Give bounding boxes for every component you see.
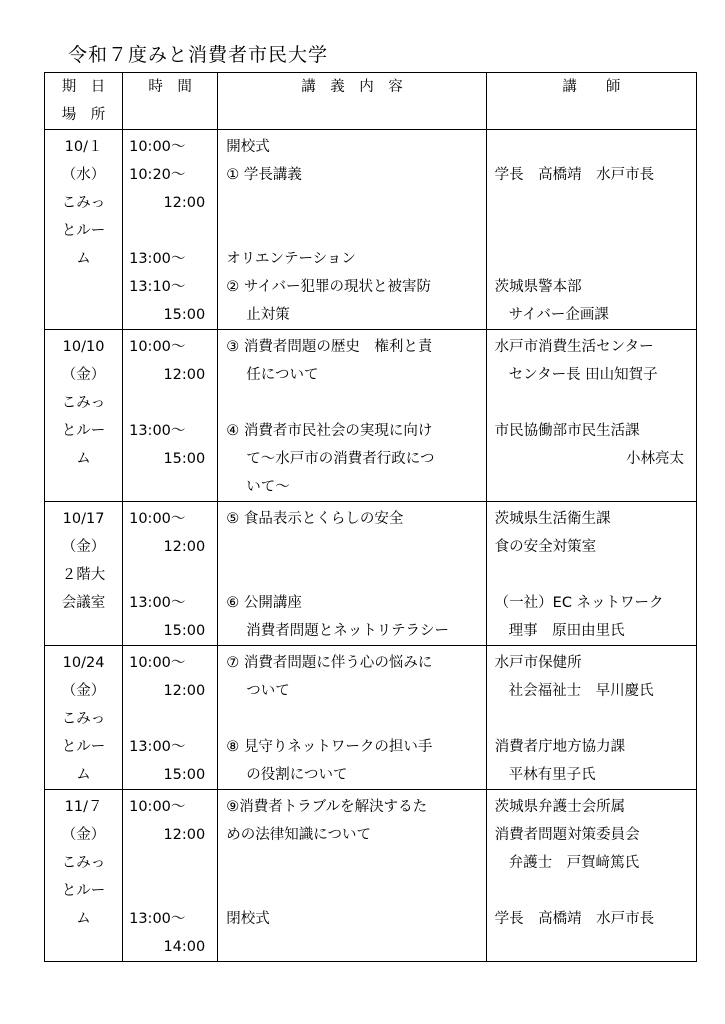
date: 11/７	[64, 799, 103, 815]
time-cell: 10:00～ 10:20～ 12:00 13:00～ 13:10～ 15:00	[123, 130, 218, 330]
time-cell: 10:00～ 12:00 13:00～ 14:00	[123, 790, 218, 962]
date-place-cell	[45, 790, 123, 962]
date: 10/10	[62, 339, 105, 355]
table-row	[45, 130, 697, 330]
place: とルー	[61, 423, 106, 439]
header-time: 時 間	[123, 73, 218, 130]
header-date-place	[45, 73, 123, 130]
teacher-cell: 水戸市消費生活センター センター長 田山知賀子 市民協働部市民生活課 小林亮太	[486, 330, 696, 502]
header-teacher: 講 師	[486, 73, 696, 130]
place: 会議室	[61, 595, 106, 611]
time-cell: 10:00～ 12:00 13:00～ 15:00	[123, 502, 218, 646]
place: こみっ	[61, 711, 106, 727]
place: ム	[76, 251, 91, 267]
date-place-cell	[45, 502, 123, 646]
place: こみっ	[61, 195, 106, 211]
place: とルー	[61, 223, 106, 239]
date-place-cell	[45, 130, 123, 330]
page-title: 令和７度みと消費者市民大学	[68, 44, 329, 66]
weekday: （金）	[61, 367, 106, 383]
header-place-label: 場 所	[61, 107, 106, 123]
date-place-cell	[45, 646, 123, 790]
time-cell: 10:00～ 12:00 13:00～ 15:00	[123, 330, 218, 502]
date-place-cell	[45, 330, 123, 502]
date: 10/１	[64, 139, 103, 155]
table-row	[45, 646, 697, 790]
teacher-cell: 茨城県生活衛生課 食の安全対策室 （一社）EC ネットワーク 理事 原田由里氏	[486, 502, 696, 646]
teacher-cell: 学長 高橋靖 水戸市長 茨城県警本部 サイバー企画課	[486, 130, 696, 330]
place: ム	[76, 451, 91, 467]
place: ム	[76, 767, 91, 783]
place: こみっ	[61, 395, 106, 411]
place: こみっ	[61, 855, 106, 871]
date: 10/17	[62, 511, 105, 527]
place: ム	[76, 911, 91, 927]
schedule-table	[44, 72, 697, 962]
table-row	[45, 790, 697, 962]
place: とルー	[61, 883, 106, 899]
teacher-cell: 水戸市保健所 社会福祉士 早川慶氏 消費者庁地方協力課 平林有里子氏	[486, 646, 696, 790]
date: 10/24	[62, 655, 105, 671]
place: ２階大	[61, 567, 106, 583]
header-date-label: 期 日	[61, 79, 106, 95]
place: とルー	[61, 739, 106, 755]
header-content: 講 義 内 容	[218, 73, 486, 130]
weekday: （金）	[61, 683, 106, 699]
weekday: （金）	[61, 827, 106, 843]
table-row	[45, 330, 697, 502]
weekday: （水）	[61, 167, 106, 183]
table-header-row	[45, 73, 697, 130]
teacher-cell: 茨城県弁護士会所属 消費者問題対策委員会 弁護士 戸賀﨑篤氏 学長 高橋靖 水戸市長	[486, 790, 696, 962]
lecture-cell: ⑦ 消費者問題に伴う心の悩みに ついて ⑧ 見守りネットワークの担い手 の役割について	[218, 646, 486, 790]
lecture-cell: ⑤ 食品表示とくらしの安全 ⑥ 公開講座 消費者問題とネットリテラシー	[218, 502, 486, 646]
lecture-cell: ③ 消費者問題の歴史 権利と責 任について ④ 消費者市民社会の実現に向け て～水戸市の消費者行政につ いて～	[218, 330, 486, 502]
lecture-cell: ⑨消費者トラブルを解決するた めの法律知識について 閉校式	[218, 790, 486, 962]
time-cell: 10:00～ 12:00 13:00～ 15:00	[123, 646, 218, 790]
lecture-cell: 開校式 ① 学長講義 オリエンテーション ② サイバー犯罪の現状と被害防 止対策	[218, 130, 486, 330]
table-row	[45, 502, 697, 646]
weekday: （金）	[61, 539, 106, 555]
